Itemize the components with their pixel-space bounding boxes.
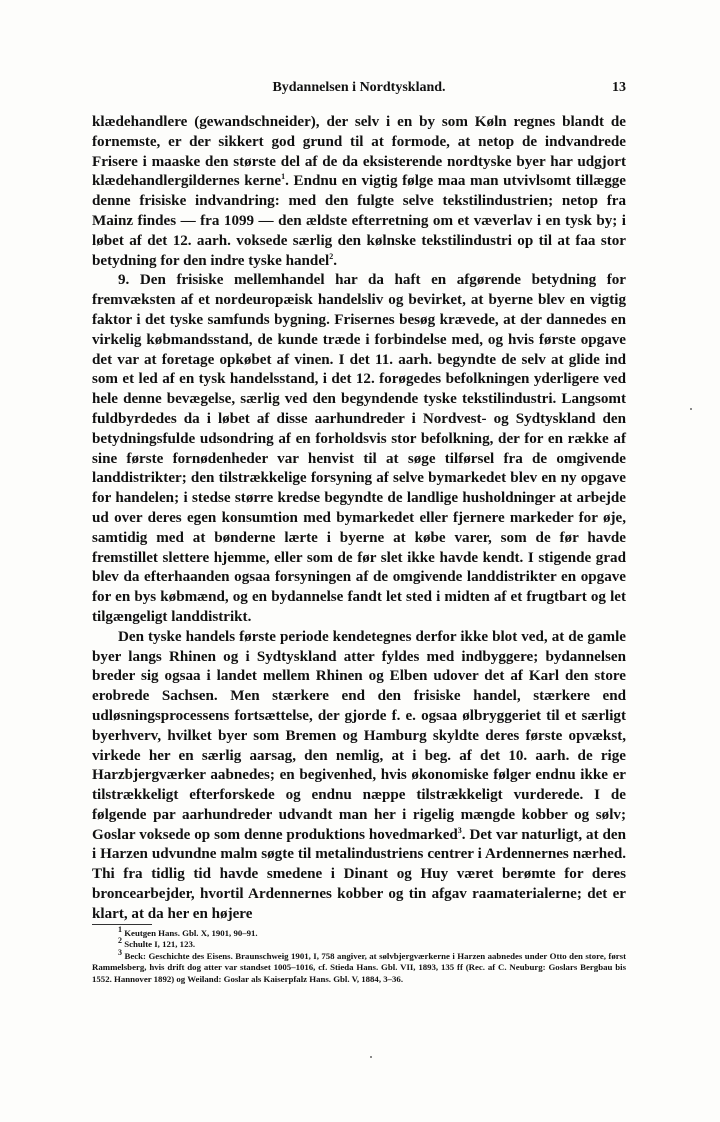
footnote-marker: 3 <box>118 947 122 957</box>
footnote-reference: 3 <box>457 825 462 835</box>
paragraph-text: . Endnu en vigtig følge maa man utvivlsomt tillægge denne frisiske indvandring: med den fulgte selve tekstilindustrien; netop fra Mainz findes — fra 1099 — den ældste efterretning om et væverlav i en tysk by; i løbet af det 12. aarh. voksede særlig den kølnske tekstilindustri op til at faa stor betydning for den indre tyske handel <box>92 173 627 269</box>
footnote <box>92 947 626 985</box>
footnotes <box>92 925 626 985</box>
running-header <box>92 80 626 100</box>
scan-speck <box>690 408 692 410</box>
running-title: Bydannelsen i Nordtyskland. <box>272 80 446 95</box>
paragraph-text: klædehandlere (gewandschneider), der selv i en by som Køln regnes blandt de fornemste, er der sikkert god grund til at formode, at netop de indvandrede Frisere i maaske den største del af de da eksisterende nordtyske byer har udgjort klædehandlergildernes kerne <box>92 114 626 190</box>
paragraph-text: . <box>333 252 337 269</box>
paragraph <box>92 271 626 627</box>
footnote-marker: 2 <box>118 936 122 946</box>
paragraph-text: . Det var naturligt, at den i Harzen udvundne malm søgte til metalindustriens centrer i Ardennernes nærhed. Thi fra tidlig tid havde smedene i Dinant og Huy været berømte for deres broncearbejder, hvortil Ardennernes kobber og tin afgav raamaterialerne; det er klart, at da her en højere <box>92 826 626 922</box>
footnote-text: Schulte I, 121, 123. <box>122 939 196 950</box>
footnote-text: Beck: Geschichte des Eisens. Braunschweig 1901, I, 758 angiver, at sølvbjergværkerne i Harzen aabnedes under Otto den store, først Rammelsberg, hvis drift dog atter var standset 1005–1016, cf. Stieda Hans. Gbl. VII, 1893, 135 ff (Rec. af C. Neuburg: Goslars Bergbau bis 1552. Hannover 1892) og Weiland: Goslar als Kaiserpfalz Hans. Gbl. V, 1884, 3–36. <box>92 950 626 984</box>
footnote-marker: 1 <box>118 925 122 935</box>
footnote-reference: 1 <box>281 172 286 182</box>
footnote-text: Keutgen Hans. Gbl. X, 1901, 90–91. <box>122 928 258 938</box>
paragraph-text: 9. Den frisiske mellemhandel har da haft en afgørende betydning for fremvæksten af et nordeuropæisk handelsliv og bevirket, at byerne blev en vigtig faktor i det tyske samfunds bygning. Frisernes besøg krævede, at der dannedes en virkelig købmandsstand, de kunde træde i forbindelse med, og hvis første opgave det var at foretage opkøbet af vinen. I det 11. aarh. begyndte de selv at glide ind som et led af en tysk handelsstand, i det 12. forøgedes befolkningen yderligere ved hele denne bevægelse, særlig ved den begyndende tyske tekstilindustri. Langsomt fuldbyrdedes da i løbet af disse aarhundreder i Nordvest- og Sydtyskland den betydningsfulde udsondring af en forholdsvis stor befolkning, der for en række af sine første fornødenheder var henvist til at søge tilførsel fra de omgivende landdistrikter; den tilstrækkelige forsyning af selve bymarkedet blev en ny opgave for handelen; i stedse større kredse begyndte de landlige husholdninger at arbejde ud over deres egen konsumtion med bymarkedet eller fjernere markeder for øje, samtidig med at bønderne lærte i byerne at købe varer, som de før havde fremstillet slettere hjemme, eller som de før slet ikke havde kendt. I stigende grad blev da efterhaanden ogsaa forsyningen af de omgivende landdistrikter en opgave for en bys købmænd, og en bydannelse fandt let sted i midten af et frugtbart og let tilgængeligt landdistrikt. <box>92 272 626 625</box>
scan-speck <box>370 1056 372 1058</box>
paragraph-text: Den tyske handels første periode kendetegnes derfor ikke blot ved, at de gamle byer langs Rhinen og i Sydtyskland atter fyldes med indbyggere; bydannelsen breder sig ogsaa i landet mellem Rhinen og Elben udover det af Karl den store erobrede Sachsen. Men stærkere end den frisiske handel, stærkere end udløsningsprocessens fortsættelse, der gjorde f. e. ogsaa ølbryggeriet til et særligt byerhverv, hvilket byer som Bremen og Hamburg skyldte deres første opvækst, virkede her en særlig aarsag, den nemlig, at i beg. af det 10. aarh. de rige Harzbjergværker aabnedes; en begivenhed, hvis økonomiske følger endnu ikke er tilstrækkeligt efterforskede og endnu næppe tilstrækkeligt vurderede. I de følgende par aarhundreder udvandt man her i rigelig mængde kobber og sølv; Goslar voksede op som denne produktions hovedmarked <box>92 628 626 843</box>
footnote-separator <box>92 924 152 925</box>
paragraph <box>92 113 626 271</box>
paragraph <box>92 628 626 925</box>
footnote-reference: 2 <box>329 251 334 261</box>
footnote <box>92 925 626 939</box>
footnote <box>92 936 626 950</box>
body-text <box>92 113 626 925</box>
page-number: 13 <box>612 80 626 95</box>
